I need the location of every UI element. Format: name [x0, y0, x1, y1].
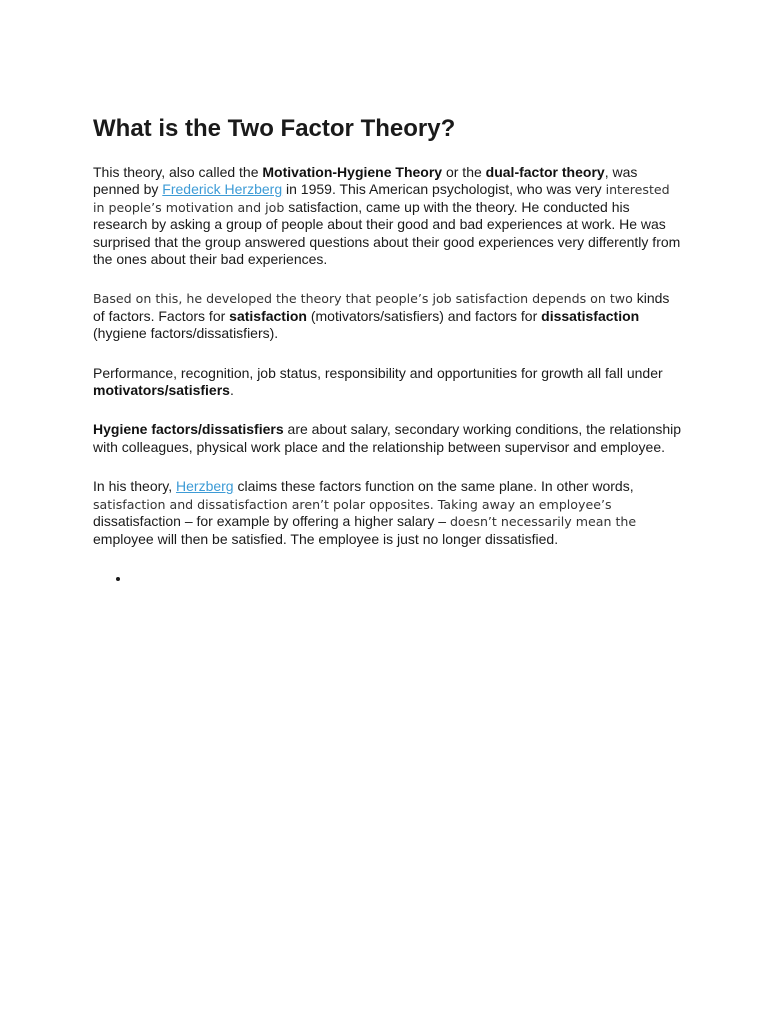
text: dissatisfaction – for example by offering a higher salary – [93, 513, 450, 530]
list-item [131, 570, 683, 587]
text: employee will then be satisfied. The employee is just no longer dissatisfied. [93, 530, 559, 547]
paragraph-intro [93, 164, 683, 268]
text: in 1959. This American psychologist, who was very [282, 181, 606, 198]
bold-term: dual-factor theory [485, 164, 605, 180]
text: claims these factors function on the same plane. In other words, [233, 478, 634, 495]
link-frederick-herzberg[interactable]: Frederick Herzberg [162, 181, 283, 198]
text: doesn’t necessarily mean the [449, 514, 637, 530]
bold-term: Hygiene factors/dissatisfiers [93, 421, 284, 438]
paragraph-hygiene [93, 421, 683, 456]
bold-term: Motivation-Hygiene Theory [262, 164, 443, 180]
text: (hygiene factors/dissatisfiers). [93, 325, 279, 342]
bold-term: satisfaction [229, 307, 307, 324]
paragraph-same-plane [93, 478, 683, 548]
bullet-list [93, 570, 683, 587]
text: Based on this, he developed the theory that people’s job satisfaction depends on two [93, 291, 633, 307]
paragraph-factors [93, 290, 683, 342]
article [93, 112, 683, 587]
text: Performance, recognition, job status, responsibility and opportunities for growth all fall under [93, 364, 663, 381]
text: (motivators/satisfiers) and factors for [306, 307, 542, 324]
text: . [229, 382, 234, 399]
text: This theory, also called the [93, 164, 263, 180]
text: satisfaction, came up with the theory. He conducted his research by asking a group of people about their good and bad experiences at work. He was surprised that the group answered questions about their good experiences very differently from the ones about their bad experiences. [93, 198, 681, 268]
bold-term: motivators/satisfiers [93, 382, 230, 399]
bold-term: dissatisfaction [541, 307, 640, 324]
text: interested in people’s motivation and job [93, 182, 670, 215]
text: kinds of factors. Factors for [93, 290, 670, 324]
link-herzberg[interactable]: Herzberg [176, 478, 234, 495]
text: In his theory, [93, 478, 177, 495]
text: or the [442, 164, 486, 180]
text: satisfaction and dissatisfaction aren’t polar opposites. Taking away an employee’s [93, 496, 612, 512]
article-title: What is the Two Factor Theory? [93, 115, 456, 142]
text: , was penned by [93, 164, 638, 198]
paragraph-motivators [93, 365, 683, 400]
text: are about salary, secondary working conditions, the relationship with colleagues, physical work place and the relationship between supervisor and employee. [93, 421, 682, 455]
